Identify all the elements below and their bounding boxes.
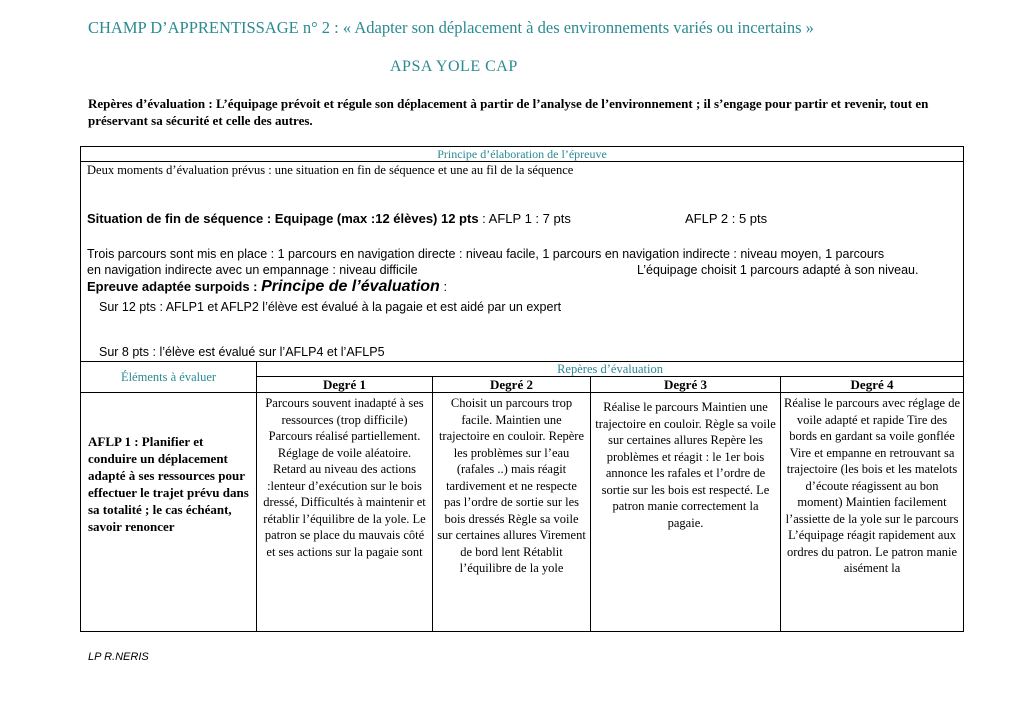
epreuve-colon: : xyxy=(439,279,448,294)
degre-3-heading: Degré 3 xyxy=(591,377,781,393)
principe-description-row xyxy=(81,162,964,362)
evaluation-table xyxy=(80,146,964,632)
degre-3-description: Réalise le parcours Maintien une trajectoire en couloir. Règle sa voile sur certaines allures Repère les problèmes et réagit : le 1er bois annonce les rafales et l’ordre de sortie sur les bois est respecté. Le patron manie correctement la pagaie. xyxy=(591,393,781,632)
principe-evaluation-label: Principe de l’évaluation xyxy=(261,278,440,295)
sur-8-pts: Sur 8 pts : l’élève est évalué sur l’AFLP4 et l’AFLP5 xyxy=(99,345,385,359)
champ-title: CHAMP D’APPRENTISSAGE n° 2 : « Adapter son déplacement à des environnements variés ou incertains » xyxy=(88,18,814,37)
situation-aflp2: AFLP 2 : 5 pts xyxy=(685,211,768,226)
parcours-line-2: en navigation indirecte avec un empannage : niveau difficile xyxy=(87,263,418,277)
reperes-heading-row xyxy=(81,362,964,377)
degre-1-description: Parcours souvent inadapté à ses ressources (trop difficile) Parcours réalisé partiellement. Réglage de voile aléatoire. Retard au niveau des actions :lenteur d’exécution sur le bois dressé, Difficultés à maintenir et rétablir l’équilibre de la yole. Le patron se place du mauvais côté et ses actions sur la pagaie sont xyxy=(257,393,433,632)
evaluation-moments: Deux moments d’évaluation prévus : une situation en fin de séquence et une au fil de la séquence xyxy=(87,163,574,177)
elements-heading: Éléments à évaluer xyxy=(81,362,257,393)
principe-heading-row xyxy=(81,147,964,162)
situation-aflp1: : AFLP 1 : 7 pts xyxy=(478,211,571,226)
degre-4-heading: Degré 4 xyxy=(781,377,964,393)
degre-1-heading: Degré 1 xyxy=(257,377,433,393)
epreuve-label: Epreuve adaptée surpoids : xyxy=(87,279,262,294)
footer-author: LP R.NERIS xyxy=(88,651,149,663)
apsa-title: APSA YOLE CAP xyxy=(390,58,518,75)
aflp1-row xyxy=(81,393,964,632)
situation-bold: Situation de fin de séquence : Equipage (max :12 élèves) 12 pts xyxy=(87,211,479,226)
degre-4-description: Réalise le parcours avec réglage de voile adapté et rapide Tire des bords en gardant sa voile gonflée Vire et empanne en retrouvant sa trajectoire (les bois et les matelots d’écoute réagissent au bon moment) Maintien facilement l’assiette de la yole sur le parcours L’équipage réagit rapidement aux ordres du patron. Le patron manie aisément la xyxy=(781,393,964,632)
aflp1-label: AFLP 1 : Planifier et conduire un déplacement adapté à ses ressources pour effectuer le trajet prévu dans sa totalité ; le cas échéant, savoir renoncer xyxy=(81,393,257,632)
epreuve-adaptee xyxy=(87,278,447,296)
principe-heading: Principe d’élaboration de l’épreuve xyxy=(81,147,964,162)
sur-12-pts: Sur 12 pts : AFLP1 et AFLP2 l’élève est évalué à la pagaie et est aidé par un expert xyxy=(99,300,562,314)
degre-2-heading: Degré 2 xyxy=(433,377,591,393)
situation-fin-sequence xyxy=(87,211,768,226)
principe-description xyxy=(81,162,964,362)
reperes-evaluation: Repères d’évaluation : L’équipage prévoit et régule son déplacement à partir de l’analyse de l’environnement ; il s’engage pour partir et revenir, tout en préservant sa sécurité et celle des autres. xyxy=(88,96,929,128)
degre-2-description: Choisit un parcours trop facile. Maintien une trajectoire en couloir. Repère les problèmes sur l’eau (rafales ..) mais réagit tardivement et ne respecte pas l’ordre de sortie sur les bois dressés Règle sa voile sur certaines allures Virement de bord lent Rétablit l’équilibre de la yole xyxy=(433,393,591,632)
reperes-heading: Repères d’évaluation xyxy=(257,362,964,377)
parcours-line-1: Trois parcours sont mis en place : 1 parcours en navigation directe : niveau facile, 1 parcours en navigation indirecte : niveau moyen, 1 parcours xyxy=(87,247,885,261)
parcours-choice: L’équipage choisit 1 parcours adapté à son niveau. xyxy=(637,263,919,277)
